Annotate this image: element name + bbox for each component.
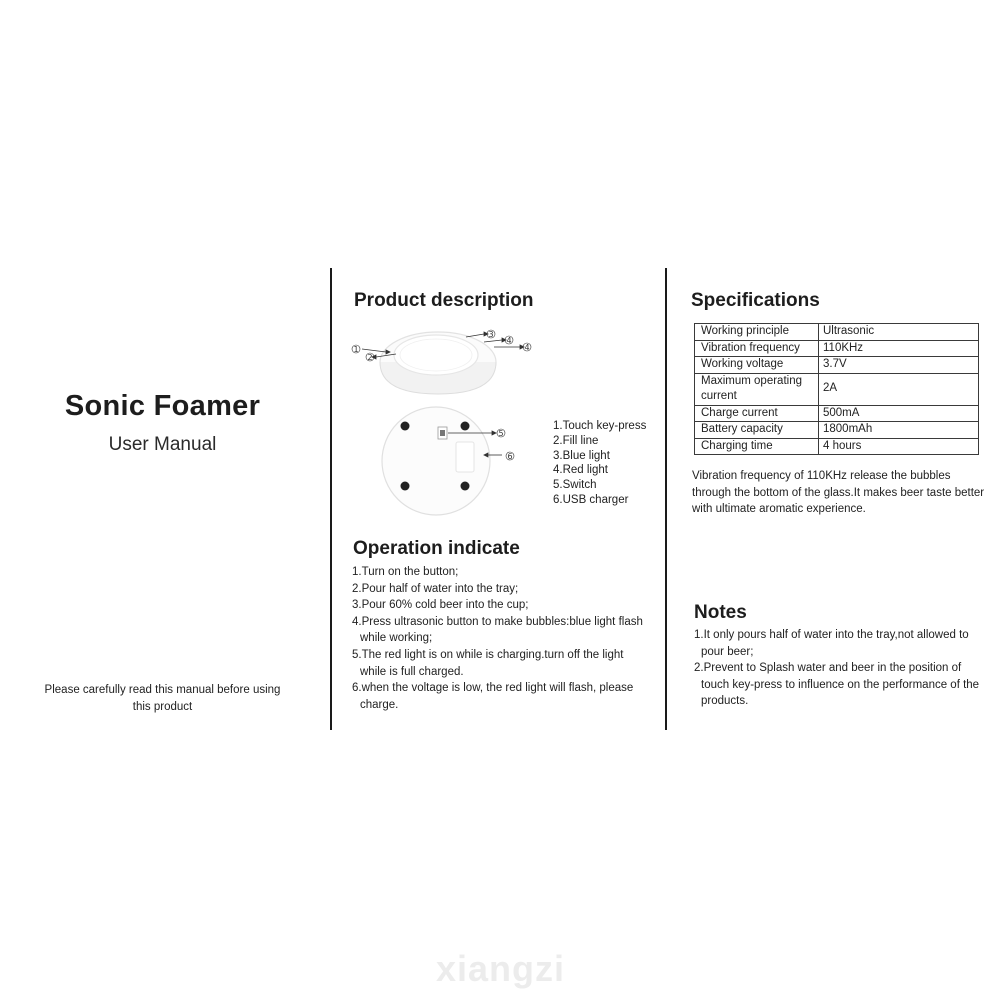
note-item: 2.Prevent to Splash water and beer in the position of touch key-press to influence on the performance of the products.	[694, 662, 980, 708]
spec-key: Charging time	[695, 438, 819, 455]
table-row	[695, 357, 979, 374]
callout-1: 1	[353, 345, 359, 354]
cover-title: Sonic Foamer	[64, 390, 261, 422]
table-row	[695, 422, 979, 439]
device-side-view	[380, 332, 496, 394]
spec-value: 3.7V	[819, 357, 979, 374]
watermark: xiangzi	[435, 948, 566, 989]
legend-item: 2.Fill line	[553, 434, 599, 447]
legend-item: 4.Red light	[553, 464, 608, 477]
specifications-description: Vibration frequency of 110KHz release the bubbles through the bottom of the glass.It makes beer taste better with ultimate aromatic experience.	[692, 470, 985, 516]
spec-key: Working principle	[695, 324, 819, 341]
spec-key: Battery capacity	[695, 422, 819, 439]
table-row	[695, 373, 979, 405]
spec-value: 2A	[819, 373, 979, 405]
callout-numbers-bottom	[497, 429, 514, 461]
operation-step: 1.Turn on the button;	[352, 566, 459, 578]
table-row	[695, 324, 979, 341]
device-bottom-view	[382, 407, 490, 515]
spec-value: 4 hours	[819, 438, 979, 455]
cover-note: Please carefully read this manual before using this product	[44, 684, 281, 713]
callout-3: 3	[488, 330, 494, 339]
spec-key: Maximum operating current	[695, 373, 819, 405]
table-row	[695, 438, 979, 455]
spec-value: 500mA	[819, 405, 979, 422]
notes-list	[694, 627, 989, 710]
component-legend	[553, 419, 646, 508]
column-divider-right	[665, 268, 667, 730]
operation-heading: Operation indicate	[353, 538, 520, 559]
notes-heading: Notes	[694, 602, 747, 623]
legend-item: 1.Touch key-press	[553, 420, 647, 432]
callout-5: 4	[524, 343, 530, 352]
operation-step: 6.when the voltage is low, the red light will flash, please charge.	[352, 682, 634, 711]
column-divider-left	[330, 268, 332, 730]
product-description-heading: Product description	[354, 290, 534, 311]
legend-item: 3.Blue light	[553, 449, 610, 462]
spec-value: Ultrasonic	[819, 324, 979, 341]
legend-item: 6.USB charger	[553, 493, 629, 506]
cover-subtitle: User Manual	[108, 434, 217, 455]
operation-step: 5.The red light is on while is charging.turn off the light while is full charged.	[352, 648, 624, 678]
callout-6: 6	[507, 452, 513, 461]
spec-key: Charge current	[695, 405, 819, 422]
operation-steps	[352, 564, 652, 713]
specifications-table	[694, 323, 979, 455]
operation-step: 2.Pour half of water into the tray;	[352, 582, 519, 595]
spec-key: Vibration frequency	[695, 340, 819, 357]
table-row	[695, 340, 979, 357]
operation-step: 4.Press ultrasonic button to make bubbles:blue light flash while working;	[352, 615, 643, 645]
callout-4: 4	[506, 336, 512, 345]
callout-2: 2	[367, 353, 373, 362]
operation-step: 3.Pour 60% cold beer into the cup;	[352, 599, 529, 612]
spec-key: Working voltage	[695, 357, 819, 374]
device-diagram	[348, 322, 543, 517]
specifications-heading: Specifications	[691, 290, 820, 311]
legend-item: 5.Switch	[553, 479, 597, 492]
spec-value: 1800mAh	[819, 422, 979, 439]
note-item: 1.It only pours half of water into the tray,not allowed to pour beer;	[694, 629, 969, 658]
spec-value: 110KHz	[819, 340, 979, 357]
callout-5b: 5	[498, 429, 504, 438]
table-row	[695, 405, 979, 422]
